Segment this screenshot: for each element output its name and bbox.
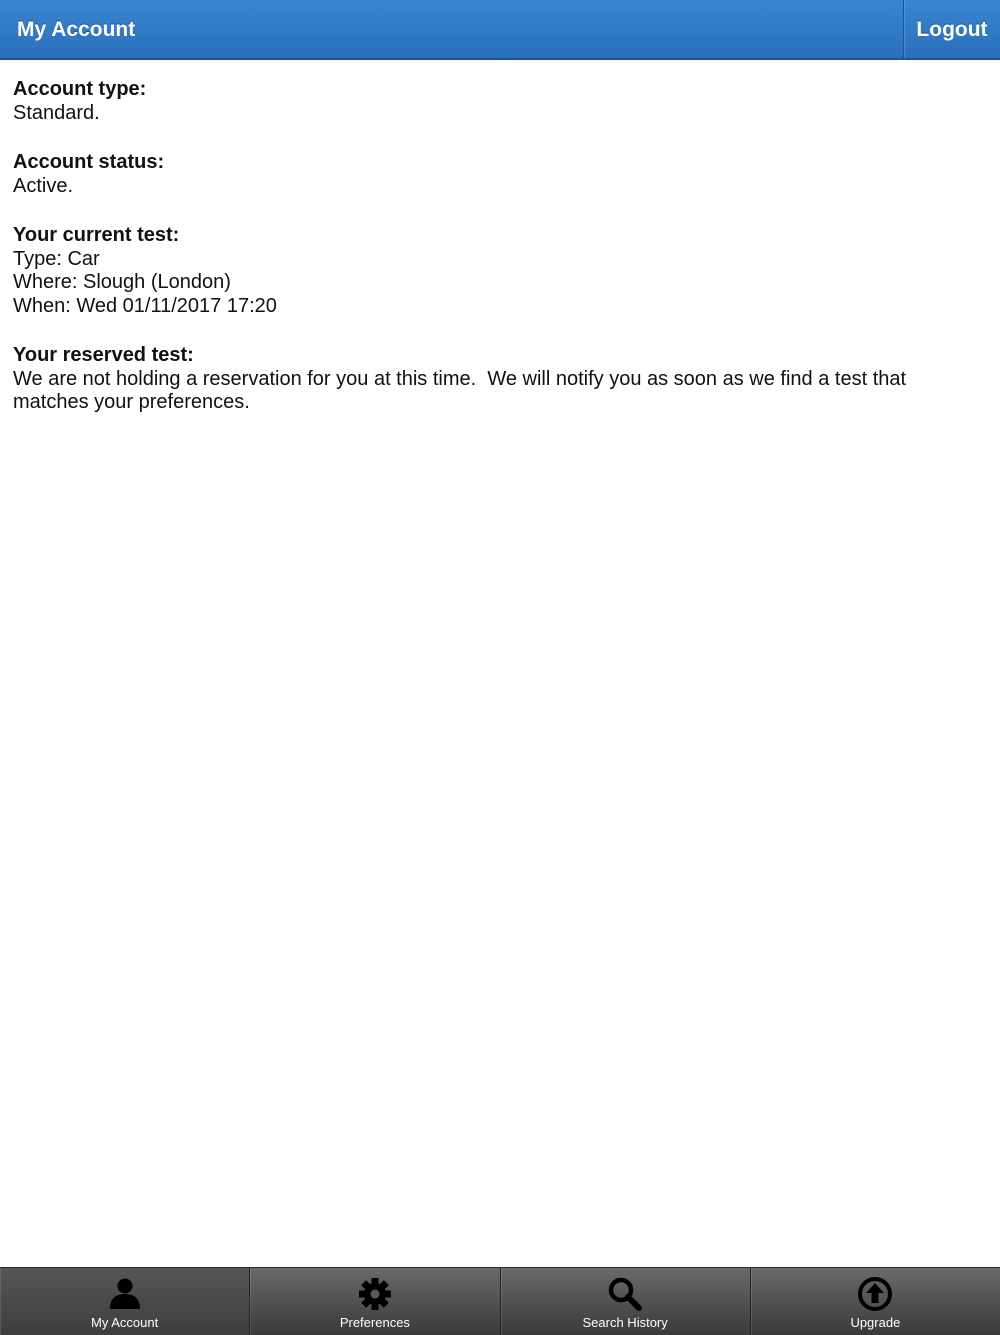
- tab-my-account[interactable]: [0, 1268, 250, 1335]
- account-status-section: [13, 151, 973, 198]
- current-test-when: When: Wed 01/11/2017 17:20: [13, 294, 277, 317]
- reserved-test-text: We are not holding a reservation for you at this time. We will notify you as soon as we find a test that matches your preferences.: [13, 367, 912, 413]
- search-icon: [607, 1276, 643, 1312]
- current-test-label: Your current test:: [13, 224, 180, 246]
- person-icon: [107, 1276, 143, 1312]
- tab-search-history[interactable]: [501, 1268, 751, 1335]
- account-type-value: Standard.: [13, 101, 100, 124]
- tab-label: Upgrade: [850, 1315, 901, 1330]
- account-status-value: Active.: [13, 174, 74, 197]
- tab-upgrade[interactable]: [751, 1268, 1000, 1335]
- tab-preferences[interactable]: [250, 1268, 500, 1335]
- account-status-label: Account status:: [13, 151, 165, 173]
- reserved-test-section: [13, 344, 973, 415]
- account-type-label: Account type:: [13, 78, 147, 100]
- gear-icon: [357, 1276, 393, 1312]
- reserved-test-label: Your reserved test:: [13, 344, 194, 366]
- upgrade-arrow-icon: [857, 1276, 893, 1312]
- account-type-section: [13, 78, 973, 125]
- top-navigation-bar: [0, 0, 1000, 60]
- current-test-where: Where: Slough (London): [13, 271, 231, 293]
- page-title: My Account: [17, 18, 136, 41]
- bottom-tab-bar: [0, 1267, 1000, 1335]
- tab-label: Search History: [582, 1315, 668, 1330]
- account-details: [13, 78, 973, 441]
- tab-label: My Account: [91, 1315, 159, 1330]
- current-test-section: [13, 224, 973, 318]
- current-test-type: Type: Car: [13, 247, 100, 270]
- logout-button[interactable]: Logout: [903, 0, 1000, 58]
- tab-label: Preferences: [339, 1315, 410, 1330]
